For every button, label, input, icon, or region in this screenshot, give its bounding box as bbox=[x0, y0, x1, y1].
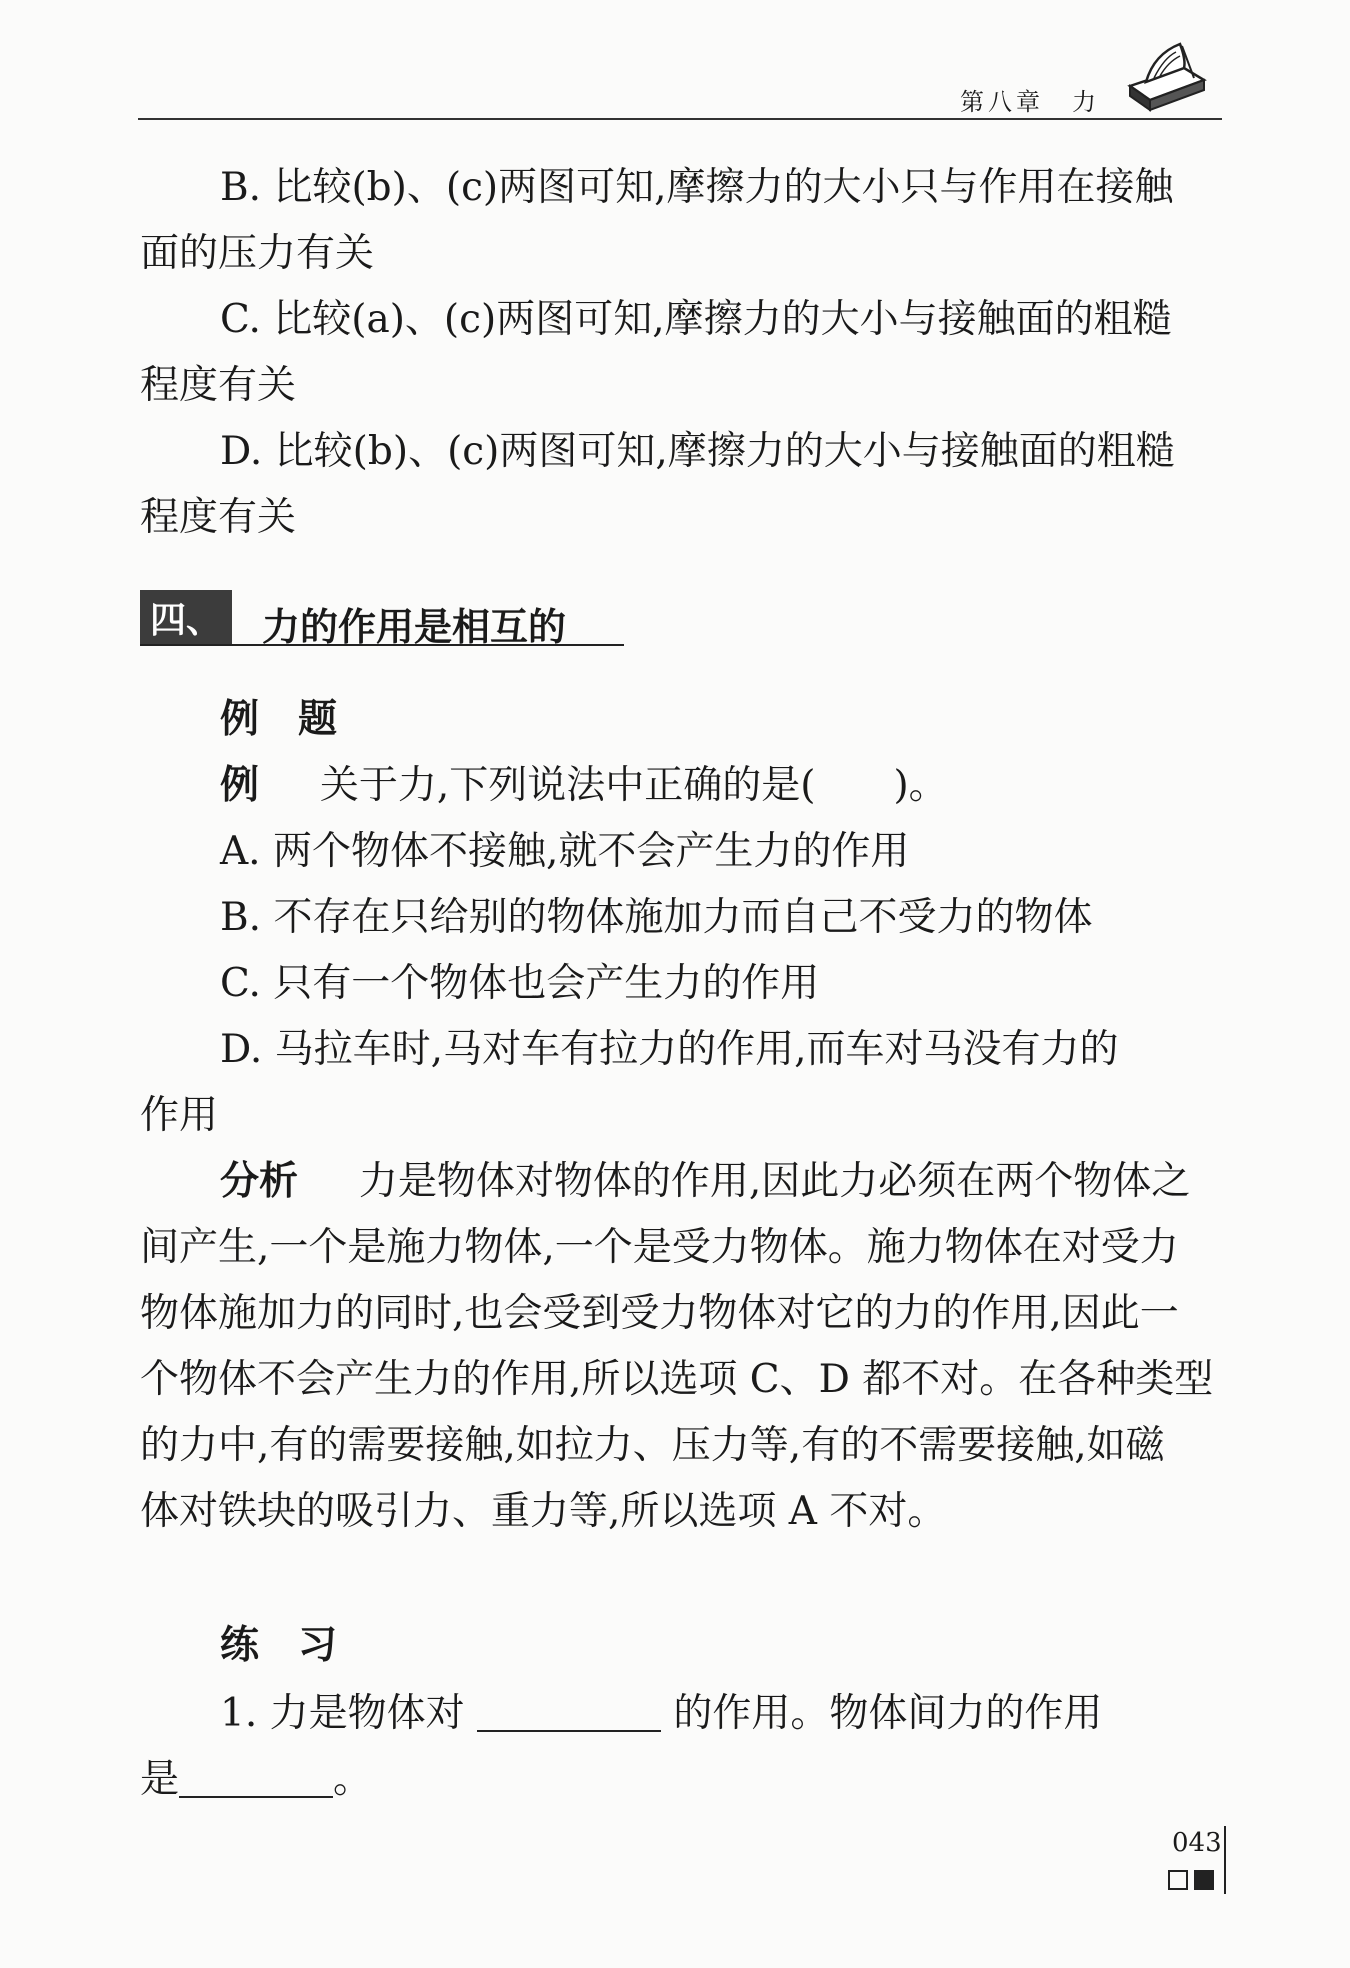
section-number-box: 四、 bbox=[140, 590, 232, 644]
analysis-line4: 个物体不会产生力的作用,所以选项 C、D 都不对。在各种类型 bbox=[140, 1357, 1214, 1402]
answer-blank-1[interactable] bbox=[477, 1696, 661, 1732]
practice-q1-text1: 1. 力是物体对 bbox=[220, 1691, 465, 1736]
example-option-d-line1: D. 马拉车时,马对车有拉力的作用,而车对马没有力的 bbox=[220, 1027, 1119, 1072]
section-rule bbox=[140, 644, 624, 646]
analysis-line1-text: 力是物体对物体的作用,因此力必须在两个物体之 bbox=[358, 1159, 1191, 1204]
chapter-header: 第八章 力 bbox=[960, 88, 1100, 116]
page-number-rule bbox=[1224, 1826, 1226, 1894]
empty-square-icon bbox=[1168, 1870, 1188, 1890]
example-option-a: A. 两个物体不接触,就不会产生力的作用 bbox=[220, 829, 910, 874]
analysis-line3: 物体施加力的同时,也会受到受力物体对它的力的作用,因此一 bbox=[140, 1291, 1179, 1336]
example-heading: 例 题 bbox=[220, 697, 338, 742]
example-question bbox=[220, 763, 948, 808]
example-option-d-line2: 作用 bbox=[140, 1093, 219, 1138]
practice-q1-text2: 的作用。物体间力的作用 bbox=[673, 1691, 1103, 1736]
header-rule bbox=[138, 118, 1222, 120]
book-icon bbox=[1124, 34, 1208, 114]
practice-heading: 练 习 bbox=[220, 1623, 338, 1668]
example-label: 例 bbox=[220, 763, 260, 808]
option-c-line1: C. 比较(a)、(c)两图可知,摩擦力的大小与接触面的粗糙 bbox=[220, 297, 1172, 342]
analysis-line5: 的力中,有的需要接触,如拉力、压力等,有的不需要接触,如磁 bbox=[140, 1423, 1165, 1468]
option-d-line1: D. 比较(b)、(c)两图可知,摩擦力的大小与接触面的粗糙 bbox=[220, 429, 1175, 474]
option-b-line1: B. 比较(b)、(c)两图可知,摩擦力的大小只与作用在接触 bbox=[220, 165, 1174, 210]
filled-square-icon bbox=[1194, 1870, 1214, 1890]
example-question-text: 关于力,下列说法中正确的是( )。 bbox=[319, 763, 948, 808]
analysis-label: 分析 bbox=[220, 1159, 299, 1204]
analysis-line6: 体对铁块的吸引力、重力等,所以选项 A 不对。 bbox=[140, 1489, 947, 1534]
option-d-line2: 程度有关 bbox=[140, 495, 297, 540]
answer-blank-2[interactable] bbox=[179, 1762, 333, 1798]
section-title: 力的作用是相互的 bbox=[262, 605, 567, 649]
analysis-line2: 间产生,一个是施力物体,一个是受力物体。施力物体在对受力 bbox=[140, 1225, 1179, 1270]
practice-q1-text3: 是 bbox=[140, 1757, 180, 1802]
practice-q1-line1 bbox=[220, 1691, 1103, 1736]
example-option-c: C. 只有一个物体也会产生力的作用 bbox=[220, 961, 820, 1006]
page-number: 043 bbox=[1172, 1828, 1222, 1858]
analysis-line1 bbox=[220, 1159, 1191, 1204]
example-option-b: B. 不存在只给别的物体施加力而自己不受力的物体 bbox=[220, 895, 1093, 940]
practice-q1-text4: 。 bbox=[333, 1757, 373, 1802]
option-c-line2: 程度有关 bbox=[140, 363, 297, 408]
practice-q1-line2 bbox=[140, 1757, 373, 1802]
option-b-line2: 面的压力有关 bbox=[140, 231, 375, 276]
